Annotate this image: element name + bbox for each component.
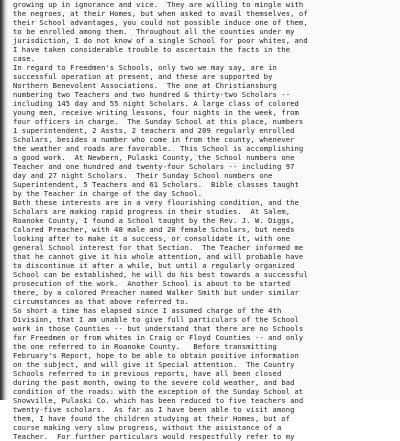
text-line: twenty-five scholars. As far as I have been able to visit among: [13, 405, 295, 414]
text-line: work in those Counties -- but understand that there are no Schools: [13, 324, 304, 333]
text-line: circumstances as that above referred to.: [13, 297, 189, 306]
text-line: I have taken considerable trouble to ascertain the facts in the: [13, 45, 291, 54]
text-line: there, by a colored Preacher named Walker Smith but under similar: [13, 288, 299, 297]
text-line: Teacher. For further particulars would respectfully refer to my: [13, 432, 295, 441]
text-line: Both these interests are in a very flourishing condition, and the: [13, 198, 299, 207]
text-line: course making very slow progress, without the assistance of a: [13, 423, 282, 432]
text-line: to discontinue it after a while, but until a regularly organized: [13, 261, 295, 270]
text-line: by the Teacher in charge of the day School.: [13, 189, 203, 198]
text-line: Scholars are making rapid progress in their studies. At Salem,: [13, 207, 291, 216]
text-line: the one referred to in Roanoke County. Before transmitting: [13, 342, 277, 351]
text-line: successful operation at present, and these are supported by: [13, 72, 273, 81]
text-line: their School advantages, you could not possible induce one of them,: [13, 18, 308, 27]
text-line: them, I have found the children studying at their Homes, but of: [13, 414, 291, 423]
text-line: Superintendent, 5 Teachers and 61 Scholars. Bible classes taught: [13, 180, 299, 189]
text-line: looking after to make it a success, or consolidate it, with one: [13, 234, 291, 243]
text-line: general School interest for that Section. The Teacher informed me: [13, 243, 304, 252]
text-line: day and 27 night Scholars. Their Sunday School numbers one: [13, 171, 273, 180]
text-line: for Freedmen or from whites in Craig or Floyd Counties -- and only: [13, 333, 304, 342]
text-line: Schools referred to in previous reports, have all been closed: [13, 369, 282, 378]
text-line: including 145 day and 55 night Scholars. A large class of colored: [13, 99, 299, 108]
text-line: Division, that I am unable to give full particulars of the School: [13, 315, 299, 324]
text-line: that he cannot give it his whole attention, and will probable have: [13, 252, 304, 261]
text-line: case.: [13, 54, 35, 63]
text-line: Snowville, Pulaski Co. which has been reduced to five teachers and: [13, 396, 304, 405]
text-line: on the subject, and will give it Special attention. The Country: [13, 360, 295, 369]
text-line: a good work. At Newbern, Pulaski County, the School numbers one: [13, 153, 295, 162]
page-edge-shadow: [0, 0, 8, 400]
text-line: the weather and roads are favorable. This School is accomplishing: [13, 144, 304, 153]
text-line: Teacher and one hundred and twenty-four Scholars -- including 97: [13, 162, 295, 171]
text-line: condition of the roads: with the exception of the Sunday School at: [13, 387, 304, 396]
text-line: four officers in charge. The Sunday School at this place, numbers: [13, 117, 304, 126]
text-line: to be enrolled among them. Throughout all the counties under my: [13, 27, 295, 36]
text-line: 1 superintendent, 2 Assts, 2 teachers and 209 regularly enrolled: [13, 126, 295, 135]
text-line: Northern Benevolent Associations. The one at Christiansburg: [13, 81, 277, 90]
text-line: Scholars, besides a number who come in from the county, whenever: [13, 135, 295, 144]
text-line: during the past month, owing to the severe cold weather, and bad: [13, 378, 295, 387]
text-line: jurisdiction, I do not know of a single School for poor whites, and: [13, 36, 308, 45]
text-line: numbering two Teachers and two hundred & thirty-two Scholars --: [13, 90, 291, 99]
text-line: So short a time has elapsed since I assumed charge of the 4th: [13, 306, 282, 315]
text-line: School can be established, he will do his best towards a successful: [13, 270, 308, 279]
document-body-text: [13, 0, 397, 441]
text-line: prosecution of the work. Another School is about to be started: [13, 279, 291, 288]
text-line: growing up in ignorance and vice. They are willing to mingle with: [13, 0, 304, 9]
text-line: February's Report, hope to be able to obtain positive information: [13, 351, 299, 360]
text-line: In regard to Freedmen's Schools, only two we may say, are in: [13, 63, 277, 72]
text-line: Colored Preacher, with 48 male and 20 female Scholars, but needs: [13, 225, 295, 234]
text-line: Roanoke County, I found a School taught by the Rev. J. W. Diggs,: [13, 216, 295, 225]
text-line: the negroes, at their Homes, but when asked to avail themselves, of: [13, 9, 308, 18]
text-line: young men, receive writing lessons, four nights in the week, from: [13, 108, 299, 117]
